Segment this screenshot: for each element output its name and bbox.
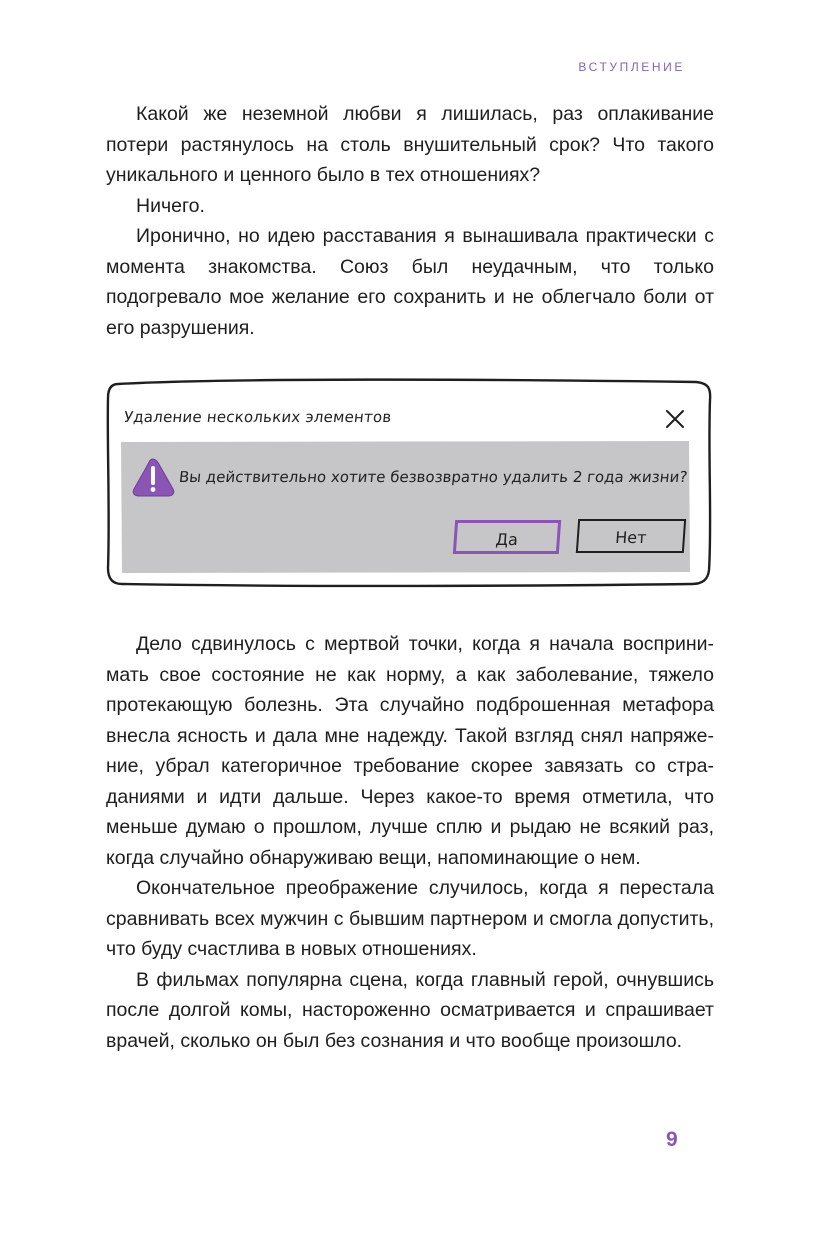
running-head: ВСТУПЛЕНИЕ — [578, 60, 685, 74]
warning-icon — [131, 456, 177, 498]
no-button[interactable]: Нет — [576, 519, 686, 553]
paragraph: Окончательное преображение случилось, когда я перестала сравнивать всех мужчин с бывшим партнером и смогла допустить, что буду счастлива в новых отношениях. — [106, 877, 714, 960]
body-text-top — [106, 99, 714, 343]
close-icon[interactable] — [664, 408, 686, 430]
page-number: 9 — [666, 1128, 678, 1151]
paragraph: В фильмах популярна сцена, когда главный герой, очнувшись после долгой комы, настороженно осматривается и спрашивает врачей, сколько он был без сознания и что вообще произошло. — [106, 968, 714, 1052]
paragraph: Дело сдвинулось с мертвой точки, когда я начала воспринимать свое состояние не как норму, а как заболевание, тяжело протекающую болезнь. Эта случайно подброшенная метафора внесла ясность и дала мне надежду. Такой взгляд снял напряжение, убрал категоричное требование скорее завязать со страданиями и идти дальше. Через какое-то время отметила, что меньше думаю о прошлом, лучше сплю и рыдаю не всякий раз, когда случайно обнаруживаю вещи, напоминающие о нем. — [106, 633, 714, 869]
dialog-title: Удаление нескольких элементов — [123, 408, 393, 426]
dialog-body — [121, 442, 689, 573]
dialog-message: Вы действительно хотите безвозвратно удалить 2 года жизни? — [178, 468, 689, 486]
paragraph: Иронично, но идею расставания я вынашивала практически с момента знакомства. Союз был неудачным, что только подогревало мое желание его сохранить и не облегчало боли от его разрушения. — [106, 225, 714, 339]
paragraph: Какой же неземной любви я лишилась, раз оплакивание потери растянулось на столь внушительный срок? Что такого уникального и ценного было в тех отношениях? — [106, 103, 714, 186]
delete-dialog-illustration — [104, 374, 714, 590]
body-text-bottom — [106, 629, 714, 1056]
paragraph: Ничего. — [136, 194, 205, 217]
yes-button[interactable]: Да — [453, 520, 561, 554]
